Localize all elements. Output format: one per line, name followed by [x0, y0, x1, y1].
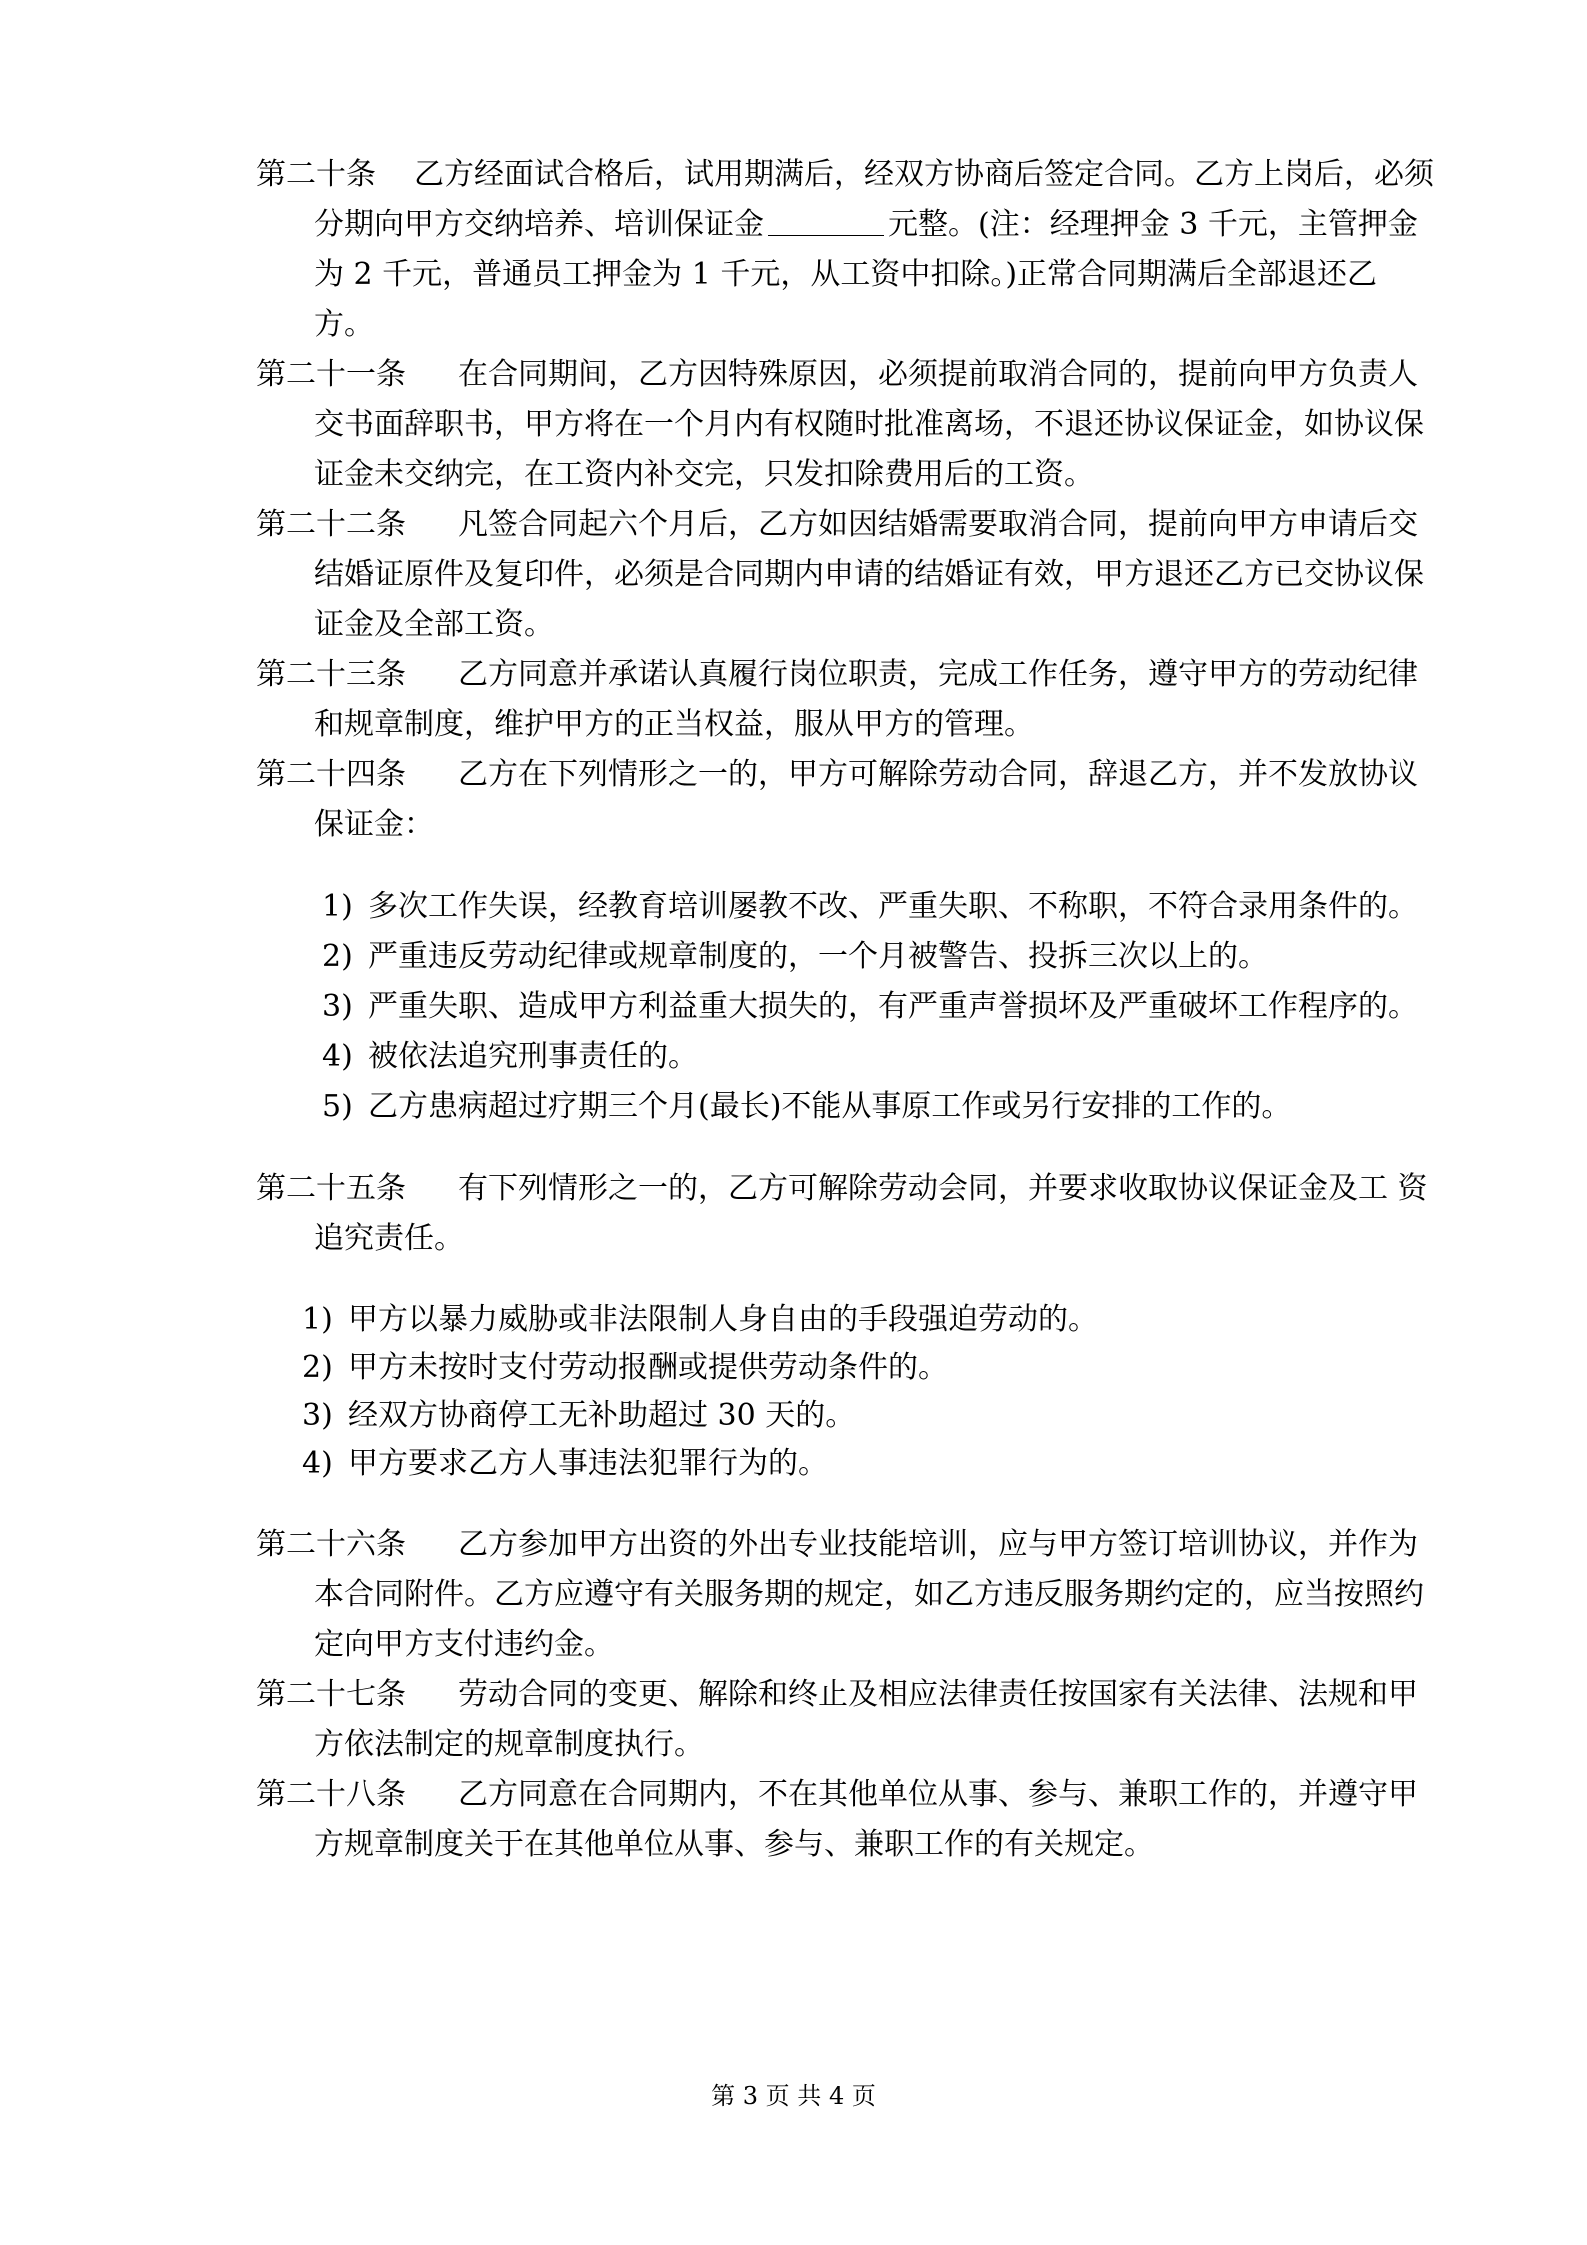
article-number: 第二十条 — [256, 157, 376, 192]
list-item — [312, 932, 1436, 982]
article-20 — [256, 150, 1436, 350]
article-text: 乙方经面试合格后，试用期满后，经双方协商后签定合同。乙方上岗后，必须分期向甲方交纳培养、培训保证金 — [314, 157, 1434, 242]
article-text: 乙方同意在合同期内，不在其他单位从事、参与、兼职工作的，并遵守甲方规章制度关于在其他单位从事、参与、兼职工作的有关规定。 — [314, 1777, 1418, 1862]
list-item-text: 乙方患病超过疗期三个月(最长)不能从事原工作或另行安排的工作的。 — [368, 1089, 1292, 1124]
list-item — [312, 1032, 1436, 1082]
list-item-text: 甲方未按时支付劳动报酬或提供劳动条件的。 — [348, 1350, 948, 1385]
list-item — [302, 1344, 1436, 1392]
list-item-number: 1) — [322, 889, 353, 924]
list-item-text: 甲方以暴力威胁或非法限制人身自由的手段强迫劳动的。 — [348, 1302, 1098, 1337]
article-text: 乙方参加甲方出资的外出专业技能培训，应与甲方签订培训协议，并作为本合同附件。乙方应遵守有关服务期的规定，如乙方违反服务期约定的，应当按照约定向甲方支付违约金。 — [314, 1527, 1424, 1662]
list-item-number: 4) — [302, 1446, 333, 1481]
page-footer: 第 3 页 共 4 页 — [711, 2082, 876, 2110]
list-item — [312, 1082, 1436, 1132]
list-item-number: 4) — [322, 1039, 353, 1074]
list-item-text: 甲方要求乙方人事违法犯罪行为的。 — [348, 1446, 828, 1481]
article-text: 凡签合同起六个月后，乙方如因结婚需要取消合同，提前向甲方申请后交结婚证原件及复印件，必须是合同期内申请的结婚证有效，甲方退还乙方已交协议保证金及全部工资。 — [314, 507, 1424, 642]
list-item-number: 2) — [302, 1350, 333, 1385]
article-25 — [256, 1164, 1436, 1264]
article-24-list — [256, 882, 1436, 1132]
article-number: 第二十七条 — [256, 1677, 406, 1712]
article-21 — [256, 350, 1436, 500]
article-number: 第二十六条 — [256, 1527, 406, 1562]
article-28 — [256, 1770, 1436, 1870]
article-number: 第二十四条 — [256, 757, 406, 792]
article-22 — [256, 500, 1436, 650]
list-item-number: 3) — [322, 989, 353, 1024]
document-body — [256, 150, 1436, 1870]
article-25-list — [256, 1296, 1436, 1488]
article-text: 乙方在下列情形之一的，甲方可解除劳动合同，辞退乙方，并不发放协议保证金： — [314, 757, 1418, 842]
article-number: 第二十三条 — [256, 657, 406, 692]
fill-in-blank — [768, 207, 884, 236]
article-number: 第二十八条 — [256, 1777, 406, 1812]
article-text: 乙方同意并承诺认真履行岗位职责，完成工作任务，遵守甲方的劳动纪律和规章制度，维护甲方的正当权益，服从甲方的管理。 — [314, 657, 1418, 742]
article-number: 第二十二条 — [256, 507, 406, 542]
article-26 — [256, 1520, 1436, 1670]
article-number: 第二十五条 — [256, 1171, 406, 1206]
list-item — [302, 1440, 1436, 1488]
article-27 — [256, 1670, 1436, 1770]
article-24 — [256, 750, 1436, 850]
article-text-cont: 元整。(注：经理押金 3 千元，主管押金为 2 千元，普通员工押金为 1 千元，从工资中扣除。)正常合同期满后全部退还乙方。 — [314, 207, 1418, 342]
list-item-text: 多次工作失误，经教育培训屡教不改、严重失职、不称职，不符合录用条件的。 — [368, 889, 1418, 924]
list-item-text: 经双方协商停工无补助超过 30 天的。 — [348, 1398, 856, 1433]
list-item — [302, 1392, 1436, 1440]
article-text: 有下列情形之一的，乙方可解除劳动会同，并要求收取协议保证金及工 资追究责任。 — [314, 1171, 1428, 1256]
article-number: 第二十一条 — [256, 357, 406, 392]
list-item — [312, 882, 1436, 932]
list-item — [302, 1296, 1436, 1344]
article-text: 劳动合同的变更、解除和终止及相应法律责任按国家有关法律、法规和甲方依法制定的规章制度执行。 — [314, 1677, 1418, 1762]
article-23 — [256, 650, 1436, 750]
article-text: 在合同期间，乙方因特殊原因，必须提前取消合同的，提前向甲方负责人交书面辞职书，甲方将在一个月内有权随时批准离场，不退还协议保证金，如协议保证金未交纳完，在工资内补交完，只发扣除费用后的工资。 — [314, 357, 1424, 492]
list-item-text: 严重违反劳动纪律或规章制度的，一个月被警告、投拆三次以上的。 — [368, 939, 1268, 974]
list-item — [312, 982, 1436, 1032]
list-item-text: 被依法追究刑事责任的。 — [368, 1039, 698, 1074]
list-item-number: 5) — [322, 1089, 353, 1124]
list-item-number: 2) — [322, 939, 353, 974]
list-item-number: 3) — [302, 1398, 333, 1433]
list-item-text: 严重失职、造成甲方利益重大损失的，有严重声誉损坏及严重破坏工作程序的。 — [368, 989, 1418, 1024]
list-item-number: 1) — [302, 1302, 333, 1337]
